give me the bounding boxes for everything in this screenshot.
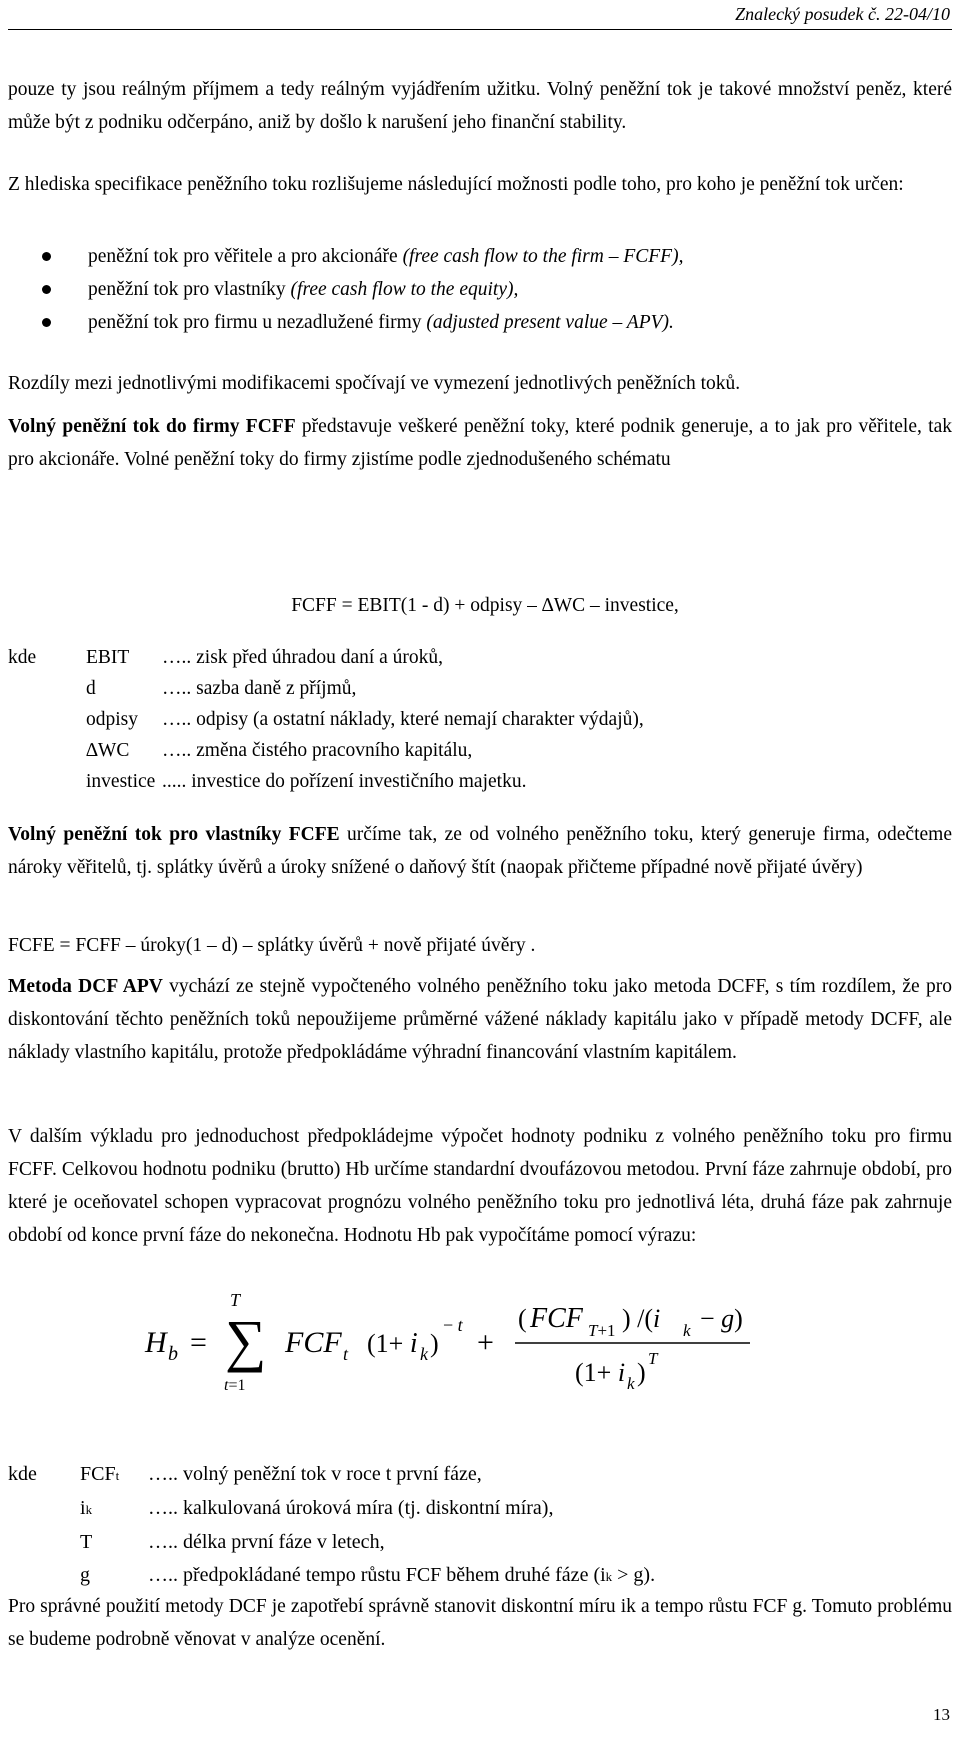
kde-label: kde [8, 647, 37, 668]
def-desc: ..... investice do pořízení investičního majetku. [162, 771, 527, 792]
paragraph-5-bold: Volný peněžní tok pro vlastníky FCFE [8, 824, 340, 845]
bullet-italic: (adjusted present value – APV). [426, 312, 674, 333]
bullet-item [8, 273, 952, 306]
paragraph-1: pouze ty jsou reálným příjmem a tedy reálným vyjádřením užitku. Volný peněžní tok je takové množství peněz, které může být z podniku odčerpáno, aniž by došlo k narušení jeho finanční stability. [8, 79, 952, 133]
paragraph-6-text: vychází ze stejně vypočteného volného peněžního toku jako metoda DCFF, s tím rozdílem, že pro diskontování těchto peněžních toků nepoužijeme průměrné vážené náklady kapitálu jako v případě metody DCFF, ale náklady vlastního kapitálu, protože předpokládáme výhradní financování vlastním kapitálem. [8, 976, 952, 1063]
bullet-list [8, 240, 952, 339]
def-desc: ….. změna čistého pracovního kapitálu, [162, 740, 473, 761]
bullet-item [8, 240, 952, 273]
bullet-italic: (free cash flow to the firm – FCFF), [402, 246, 684, 267]
def-term: odpisy [86, 709, 139, 730]
svg-text:T: T [648, 1349, 658, 1368]
header-rule [8, 29, 952, 30]
paragraph-4-bold: Volný peněžní tok do firmy FCFF [8, 416, 296, 437]
page-number: 13 [933, 1705, 950, 1724]
svg-text:∑: ∑ [225, 1308, 267, 1373]
svg-text:FCF: FCF [530, 1303, 583, 1334]
def-term: EBIT [86, 647, 130, 668]
kde-label: kde [8, 1463, 37, 1485]
def-desc: ….. volný peněžní tok v roce t první fáze, [148, 1463, 482, 1485]
bullet-item [8, 306, 952, 339]
svg-text:=: = [190, 1326, 207, 1359]
def-term: T [80, 1531, 93, 1553]
valuation-formula-svg [130, 1285, 830, 1395]
def-desc: ….. předpokládané tempo růstu FCF během druhé fáze (ik > g). [148, 1564, 656, 1586]
paragraph-4-text: představuje veškeré peněžní toky, které podnik generuje, a to jak pro věřitele, tak pro akcionáře. Volné peněžní toky do firmy zjistíme podle zjednodušeného schématu [8, 416, 952, 470]
svg-text:k: k [627, 1374, 635, 1393]
svg-text:t=1: t=1 [224, 1377, 246, 1394]
page-header: Znalecký posudek č. 22-04/10 [735, 4, 950, 24]
svg-text:H: H [145, 1326, 167, 1359]
svg-text:(: ( [518, 1304, 527, 1333]
svg-text:FCF: FCF [285, 1326, 342, 1359]
paragraph-3: Rozdíly mezi jednotlivými modifikacemi spočívají ve vymezení jednotlivých peněžních toků. [8, 373, 741, 394]
definitions-2 [8, 1458, 952, 1593]
bullet-text: peněžní tok pro firmu u nezadlužené firmy [88, 312, 422, 333]
svg-text:(1+ i: (1+ i [575, 1358, 626, 1387]
svg-text:+: + [477, 1326, 494, 1359]
fcff-formula: FCFF = EBIT(1 - d) + odpisy – ∆WC – investice, [291, 595, 679, 616]
def-term: g [80, 1564, 90, 1586]
svg-text:T+1: T+1 [588, 1321, 616, 1340]
definitions-1 [8, 642, 952, 797]
svg-text:k: k [420, 1344, 428, 1364]
def-desc: ….. zisk před úhradou daní a úroků, [162, 647, 444, 668]
valuation-formula [130, 1285, 830, 1395]
def-term: FCFt [80, 1463, 120, 1485]
def-term: d [86, 678, 96, 699]
fcfe-formula: FCFE = FCFF – úroky(1 – d) – splátky úvěrů + nově přijaté úvěry . [8, 935, 536, 956]
svg-text:k: k [683, 1321, 691, 1340]
svg-text:) /(i: ) /(i [622, 1304, 661, 1333]
bullet-dot [42, 252, 51, 261]
bullet-dot [42, 318, 51, 327]
paragraph-4 [8, 410, 952, 476]
svg-text:(1+ i: (1+ i [367, 1328, 418, 1359]
def-term: ik [80, 1497, 93, 1519]
bullet-text: peněžní tok pro věřitele a pro akcionáře [88, 246, 398, 267]
def-desc: ….. délka první fáze v letech, [148, 1531, 385, 1553]
paragraph-7: V dalším výkladu pro jednoduchost předpokládejme výpočet hodnoty podniku z volného peněžního toku pro firmu FCFF. Celkovou hodnotu podniku (brutto) Hb určíme standardní dvoufázovou metodou. První fáze zahrnuje období, pro které je oceňovatel schopen vypracovat prognózu volného peněžního toku pro jednotlivá léta, druhá fáze pak zahrnuje období od konce první fáze do nekonečna. Hodnotu Hb pak vypočítáme pomocí výrazu: [8, 1126, 952, 1246]
def-term: ∆WC [86, 740, 130, 761]
paragraph-6 [8, 970, 952, 1069]
svg-text:− g): − g) [700, 1304, 743, 1333]
def-desc: ….. sazba daně z příjmů, [162, 678, 357, 699]
paragraph-5 [8, 818, 952, 884]
paragraph-6-bold: Metoda DCF APV [8, 976, 163, 997]
bullet-italic: (free cash flow to the equity), [290, 279, 519, 300]
def-desc: ….. kalkulovaná úroková míra (tj. diskontní míra), [148, 1497, 554, 1519]
svg-text:T: T [230, 1290, 241, 1310]
paragraph-2: Z hlediska specifikace peněžního toku rozlišujeme následující možnosti podle toho, pro koho je peněžní tok určen: [8, 174, 904, 195]
paragraph-5-text: určíme tak, ze od volného peněžního toku, který generuje firma, odečteme nároky věřitelů, tj. splátky úvěrů a úroky snížené o daňový štít (naopak přičteme případné nově přijaté úvěry) [8, 824, 952, 878]
bullet-dot [42, 285, 51, 294]
svg-text:b: b [168, 1343, 178, 1365]
svg-text:t: t [343, 1344, 349, 1364]
def-term: investice [86, 771, 156, 792]
svg-text:): ) [430, 1329, 439, 1358]
svg-text:): ) [637, 1358, 646, 1387]
paragraph-8: Pro správné použití metody DCF je zapotřebí správně stanovit diskontní míru ik a tempo růstu FCF g. Tomuto problému se budeme podrobně věnovat v analýze ocenění. [8, 1596, 952, 1650]
def-desc: ….. odpisy (a ostatní náklady, které nemají charakter výdajů), [162, 709, 644, 730]
bullet-text: peněžní tok pro vlastníky [88, 279, 286, 300]
svg-text:− t: − t [443, 1315, 463, 1335]
